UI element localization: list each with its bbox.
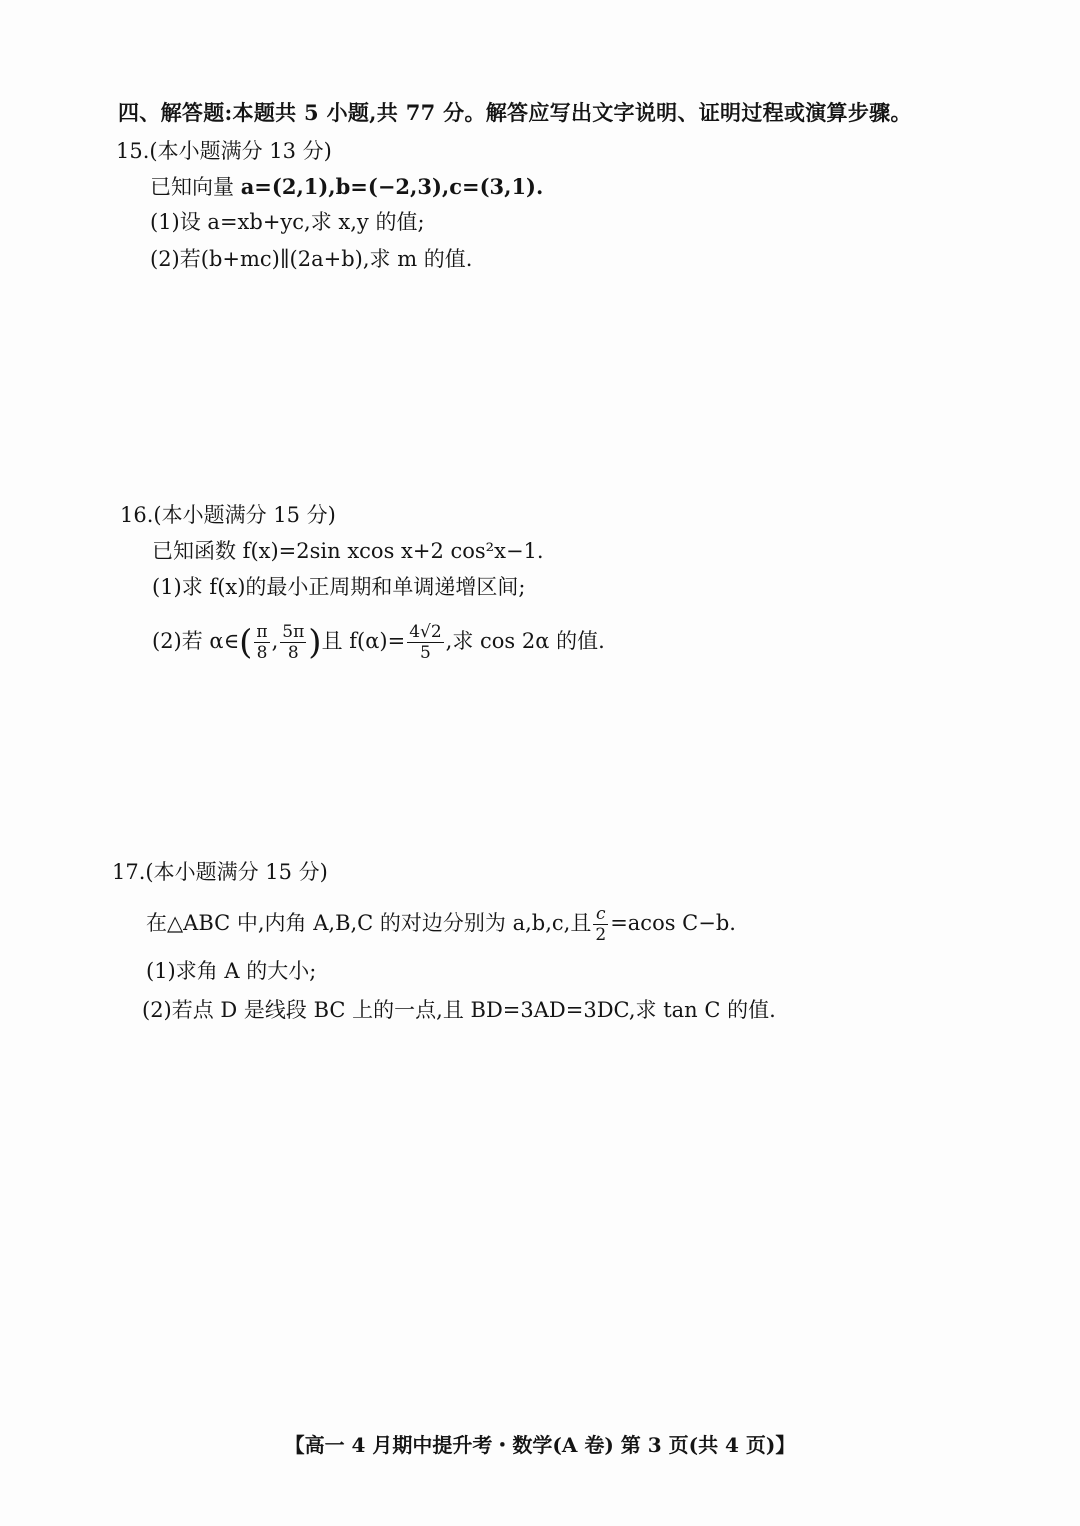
section-header: 四、解答题:本题共 5 小题,共 77 分。解答应写出文字说明、证明过程或演算步骤。 [118,100,912,125]
question-16-head: 16.(本小题满分 15 分) [120,503,336,527]
fraction-denominator: 5 [420,643,431,663]
right-paren: ) [308,622,322,663]
left-paren: ( [239,622,253,663]
question-16-stem: 已知函数 f(x)=2sin xcos x+2 cos²x−1. [152,539,544,563]
question-16-part-2: (2)若 α∈( $\frac{\pi}{8}$ , $\frac{5\pi}{8}$ )且 f(α)= $\frac{4√2}{5}$ ,求 cos 2α 的值. [152,622,605,663]
question-15-part-1: (1)设 a=xb+yc,求 x,y 的值; [150,210,425,234]
question-15-stem-prefix: 已知向量 [150,175,241,199]
question-17-stem [146,904,736,945]
question-15-stem-vectors: a=(2,1),b=(−2,3),c=(3,1). [240,174,544,199]
fraction-denominator: 2 [595,925,607,945]
question-15-part-2: (2)若(b+mc)∥(2a+b),求 m 的值. [150,247,473,271]
fraction-4sqrt2-over-5 [407,622,443,663]
page-footer: 【高一 4 月期中提升考・数学(A 卷) 第 3 页(共 4 页)】 [284,1433,796,1457]
question-17-part-1: (1)求角 A 的大小; [146,959,317,983]
fraction-denominator: 8 [256,643,268,663]
question-16-part-2-mid: 且 f(α)= [321,629,406,653]
fraction-pi-over-8 [254,622,269,663]
fraction-numerator: π [256,622,268,642]
question-15-head: 15.(本小题满分 13 分) [116,139,332,163]
fraction-denominator: 8 [287,643,299,663]
question-17-stem-suffix: =acos C−b. [610,911,736,935]
fraction-5pi-over-8 [280,622,306,663]
question-15-stem [150,172,543,202]
question-17-head: 17.(本小题满分 15 分) [112,860,328,884]
question-16-part-1: (1)求 f(x)的最小正周期和单调递增区间; [152,575,526,599]
question-17-stem-prefix: 在△ABC 中,内角 A,B,C 的对边分别为 a,b,c,且 [146,911,592,935]
fraction-numerator: c [593,904,608,925]
fraction-numerator: 5π [282,622,305,642]
fraction-c-over-2 [593,904,608,945]
question-16-part-2-suffix: ,求 cos 2α 的值. [445,629,605,653]
question-16-part-2-prefix: (2)若 α∈ [152,629,240,653]
fraction-numerator: 4√2 [409,622,442,642]
question-17-part-2: (2)若点 D 是线段 BC 上的一点,且 BD=3AD=3DC,求 tan C 的值. [142,998,776,1022]
